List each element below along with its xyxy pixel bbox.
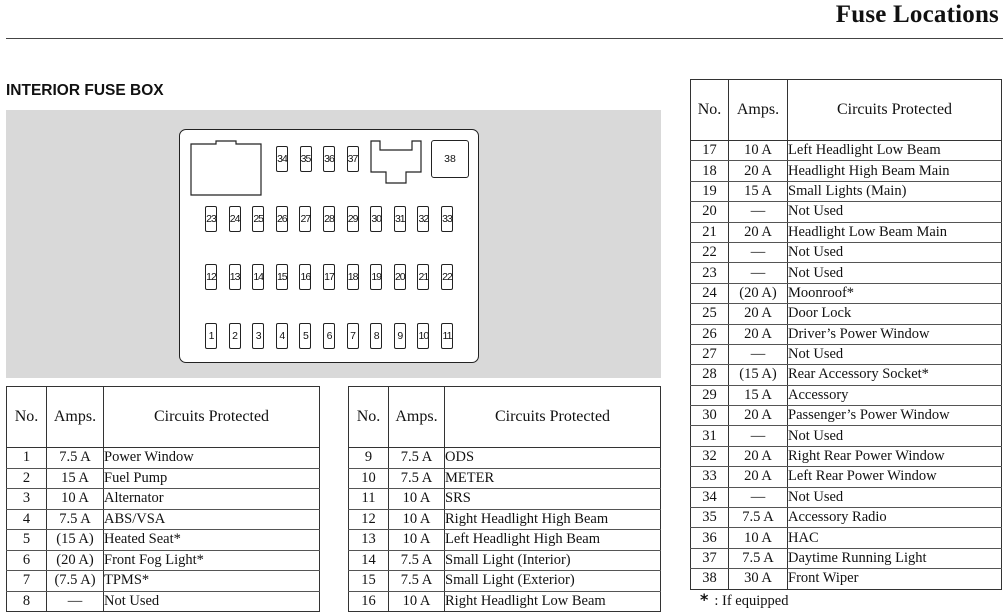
fuse-circuit: Passenger’s Power Window	[788, 406, 1002, 426]
fuse-34: 34	[276, 146, 288, 172]
fuse-circuit: Left Headlight High Beam	[445, 530, 661, 551]
table-row	[691, 263, 1002, 283]
table-row	[349, 550, 661, 571]
fuse-circuit: Headlight High Beam Main	[788, 161, 1002, 181]
table-row	[349, 448, 661, 469]
fuse-number: 29	[691, 385, 729, 405]
fuse-circuit: Not Used	[788, 344, 1002, 364]
fuse-32: 32	[417, 206, 429, 232]
fuse-30: 30	[370, 206, 382, 232]
fuse-amps: 7.5 A	[389, 468, 445, 489]
table-row	[691, 283, 1002, 303]
table-row	[7, 468, 320, 489]
fuse-amps: 10 A	[389, 591, 445, 612]
fuse-number: 30	[691, 406, 729, 426]
table-row	[691, 141, 1002, 161]
fuse-circuit: Small Light (Interior)	[445, 550, 661, 571]
fuse-amps: —	[729, 242, 788, 262]
fuse-number: 21	[691, 222, 729, 242]
fuse-number: 8	[7, 591, 47, 612]
header-amps: Amps.	[729, 80, 788, 141]
table-row	[691, 365, 1002, 385]
fuse-3: 3	[252, 323, 264, 349]
fuse-circuit: Not Used	[788, 263, 1002, 283]
table-row	[691, 181, 1002, 201]
fuse-amps: (7.5 A)	[47, 571, 104, 592]
fuse-number: 16	[349, 591, 389, 612]
footnote	[700, 590, 788, 610]
fuse-number: 22	[691, 242, 729, 262]
table-row	[349, 489, 661, 510]
title-divider	[6, 38, 1003, 39]
fuse-number: 10	[349, 468, 389, 489]
fuse-circuit: SRS	[445, 489, 661, 510]
table-row	[691, 487, 1002, 507]
fuse-amps: 7.5 A	[389, 571, 445, 592]
fuse-26: 26	[276, 206, 288, 232]
fuse-amps: 20 A	[729, 467, 788, 487]
fuse-21: 21	[417, 264, 429, 290]
fuse-16: 16	[299, 264, 311, 290]
fuse-number: 17	[691, 141, 729, 161]
header-no: No.	[691, 80, 729, 141]
fuse-circuit: Right Rear Power Window	[788, 446, 1002, 466]
fuse-circuit: Front Fog Light*	[104, 550, 320, 571]
fuse-number: 34	[691, 487, 729, 507]
table-row	[691, 528, 1002, 548]
fuse-18: 18	[347, 264, 359, 290]
fuse-amps: 20 A	[729, 161, 788, 181]
fuse-number: 12	[349, 509, 389, 530]
table-row	[7, 509, 320, 530]
fuse-number: 25	[691, 304, 729, 324]
fuse-1: 1	[205, 323, 217, 349]
fuse-number: 20	[691, 202, 729, 222]
fuse-amps: 7.5 A	[729, 508, 788, 528]
fuse-5: 5	[299, 323, 311, 349]
fuse-23: 23	[205, 206, 217, 232]
fuse-table-2	[348, 386, 661, 612]
fuse-number: 26	[691, 324, 729, 344]
fuse-circuit: Not Used	[788, 426, 1002, 446]
fuse-amps: (15 A)	[47, 530, 104, 551]
fuse-amps: —	[729, 487, 788, 507]
fuse-number: 33	[691, 467, 729, 487]
fuse-circuit: HAC	[788, 528, 1002, 548]
fuse-circuit: Right Headlight Low Beam	[445, 591, 661, 612]
fuse-number: 15	[349, 571, 389, 592]
fuse-4: 4	[276, 323, 288, 349]
table-row	[349, 591, 661, 612]
fuse-amps: (20 A)	[47, 550, 104, 571]
fuse-number: 23	[691, 263, 729, 283]
fuse-amps: 10 A	[389, 530, 445, 551]
fuse-circuit: Headlight Low Beam Main	[788, 222, 1002, 242]
fuse-37: 37	[347, 146, 359, 172]
table-row	[691, 569, 1002, 589]
fuse-number: 4	[7, 509, 47, 530]
fuse-circuit: Left Rear Power Window	[788, 467, 1002, 487]
header-circuits: Circuits Protected	[788, 80, 1002, 141]
fuse-number: 38	[691, 569, 729, 589]
table-row	[691, 446, 1002, 466]
fuse-circuit: Right Headlight High Beam	[445, 509, 661, 530]
fuse-amps: 20 A	[729, 324, 788, 344]
fuse-table-3	[690, 79, 1002, 590]
table-row	[691, 324, 1002, 344]
fuse-circuit: Daytime Running Light	[788, 548, 1002, 568]
fuse-amps: 10 A	[389, 509, 445, 530]
table-row	[7, 489, 320, 510]
fuse-circuit: Alternator	[104, 489, 320, 510]
fuse-number: 35	[691, 508, 729, 528]
page-title: Fuse Locations	[835, 1, 999, 28]
fuse-number: 32	[691, 446, 729, 466]
fuse-number: 13	[349, 530, 389, 551]
fuse-number: 19	[691, 181, 729, 201]
fuse-number: 3	[7, 489, 47, 510]
fuse-28: 28	[323, 206, 335, 232]
fuse-circuit: Small Light (Exterior)	[445, 571, 661, 592]
table-row	[349, 468, 661, 489]
fuse-circuit: Accessory Radio	[788, 508, 1002, 528]
fuse-10: 10	[417, 323, 429, 349]
fuse-amps: 7.5 A	[389, 448, 445, 469]
fuse-12: 12	[205, 264, 217, 290]
relay-socket-center	[370, 140, 422, 184]
fuse-amps: 7.5 A	[47, 448, 104, 469]
table-row	[691, 385, 1002, 405]
fuse-amps: 10 A	[47, 489, 104, 510]
header-circuits: Circuits Protected	[445, 387, 661, 448]
header-no: No.	[7, 387, 47, 448]
fuse-circuit: Power Window	[104, 448, 320, 469]
table-row	[691, 161, 1002, 181]
fuse-7: 7	[347, 323, 359, 349]
fuse-number: 5	[7, 530, 47, 551]
fuse-15: 15	[276, 264, 288, 290]
table-row	[691, 344, 1002, 364]
fuse-13: 13	[229, 264, 241, 290]
header-circuits: Circuits Protected	[104, 387, 320, 448]
table-row	[691, 406, 1002, 426]
fuse-table-1	[6, 386, 320, 612]
table-row	[691, 242, 1002, 262]
fuse-amps: —	[729, 263, 788, 283]
header-amps: Amps.	[389, 387, 445, 448]
fuse-number: 6	[7, 550, 47, 571]
table-row	[691, 222, 1002, 242]
fuse-amps: 15 A	[729, 385, 788, 405]
fuse-number: 28	[691, 365, 729, 385]
fuse-circuit: Not Used	[788, 487, 1002, 507]
fuse-amps: 30 A	[729, 569, 788, 589]
fuse-27: 27	[299, 206, 311, 232]
table-row	[349, 571, 661, 592]
fuse-circuit: ODS	[445, 448, 661, 469]
fuse-circuit: Moonroof*	[788, 283, 1002, 303]
fuse-circuit: METER	[445, 468, 661, 489]
fuse-amps: 10 A	[729, 141, 788, 161]
fuse-amps: 20 A	[729, 222, 788, 242]
table-row	[7, 530, 320, 551]
fuse-number: 24	[691, 283, 729, 303]
fuse-number: 36	[691, 528, 729, 548]
fuse-number: 9	[349, 448, 389, 469]
table-row	[691, 202, 1002, 222]
fuse-circuit: Not Used	[104, 591, 320, 612]
fuse-circuit: Not Used	[788, 202, 1002, 222]
table-row	[7, 591, 320, 612]
table-row	[349, 530, 661, 551]
fuse-number: 2	[7, 468, 47, 489]
header-amps: Amps.	[47, 387, 104, 448]
fuse-circuit: Heated Seat*	[104, 530, 320, 551]
fuse-14: 14	[252, 264, 264, 290]
fuse-circuit: Left Headlight Low Beam	[788, 141, 1002, 161]
fuse-circuit: Fuel Pump	[104, 468, 320, 489]
fuse-amps: —	[47, 591, 104, 612]
fuse-box-diagram	[179, 129, 479, 363]
table-row	[691, 508, 1002, 528]
fuse-33: 33	[441, 206, 453, 232]
fuse-amps: (15 A)	[729, 365, 788, 385]
fuse-circuit: TPMS*	[104, 571, 320, 592]
fuse-circuit: ABS/VSA	[104, 509, 320, 530]
header-no: No.	[349, 387, 389, 448]
fuse-11: 11	[441, 323, 453, 349]
fuse-circuit: Rear Accessory Socket*	[788, 365, 1002, 385]
fuse-amps: 20 A	[729, 446, 788, 466]
fuse-36: 36	[323, 146, 335, 172]
section-title: INTERIOR FUSE BOX	[6, 82, 164, 99]
fuse-9: 9	[394, 323, 406, 349]
fuse-number: 7	[7, 571, 47, 592]
fuse-number: 37	[691, 548, 729, 568]
fuse-circuit: Door Lock	[788, 304, 1002, 324]
relay-socket-left	[190, 140, 262, 196]
fuse-circuit: Driver’s Power Window	[788, 324, 1002, 344]
table-row	[691, 467, 1002, 487]
fuse-amps: 7.5 A	[47, 509, 104, 530]
footnote-symbol: *	[700, 590, 709, 609]
fuse-2: 2	[229, 323, 241, 349]
fuse-number: 11	[349, 489, 389, 510]
fuse-22: 22	[441, 264, 453, 290]
fuse-number: 1	[7, 448, 47, 469]
fuse-amps: 10 A	[389, 489, 445, 510]
table-row	[691, 304, 1002, 324]
fuse-circuit: Front Wiper	[788, 569, 1002, 589]
fuse-24: 24	[229, 206, 241, 232]
fuse-19: 19	[370, 264, 382, 290]
table-row	[7, 448, 320, 469]
fuse-amps: 7.5 A	[389, 550, 445, 571]
fuse-8: 8	[370, 323, 382, 349]
fuse-20: 20	[394, 264, 406, 290]
fuse-circuit: Not Used	[788, 242, 1002, 262]
fuse-amps: (20 A)	[729, 283, 788, 303]
fuse-17: 17	[323, 264, 335, 290]
fuse-circuit: Small Lights (Main)	[788, 181, 1002, 201]
fuse-6: 6	[323, 323, 335, 349]
fuse-number: 14	[349, 550, 389, 571]
footnote-text: : If equipped	[714, 593, 789, 609]
fuse-25: 25	[252, 206, 264, 232]
fuse-amps: 10 A	[729, 528, 788, 548]
fuse-number: 31	[691, 426, 729, 446]
fuse-amps: 20 A	[729, 406, 788, 426]
table-row	[691, 426, 1002, 446]
table-row	[349, 509, 661, 530]
fuse-amps: 7.5 A	[729, 548, 788, 568]
table-row	[691, 548, 1002, 568]
fuse-circuit: Accessory	[788, 385, 1002, 405]
fuse-31: 31	[394, 206, 406, 232]
fuse-amps: 15 A	[729, 181, 788, 201]
fuse-29: 29	[347, 206, 359, 232]
table-row	[7, 571, 320, 592]
fuse-number: 27	[691, 344, 729, 364]
fuse-amps: 20 A	[729, 304, 788, 324]
fuse-amps: —	[729, 344, 788, 364]
fuse-amps: —	[729, 426, 788, 446]
fuse-amps: —	[729, 202, 788, 222]
fuse-amps: 15 A	[47, 468, 104, 489]
fuse-38: 38	[431, 140, 469, 178]
fuse-35: 35	[300, 146, 312, 172]
table-row	[7, 550, 320, 571]
fuse-number: 18	[691, 161, 729, 181]
